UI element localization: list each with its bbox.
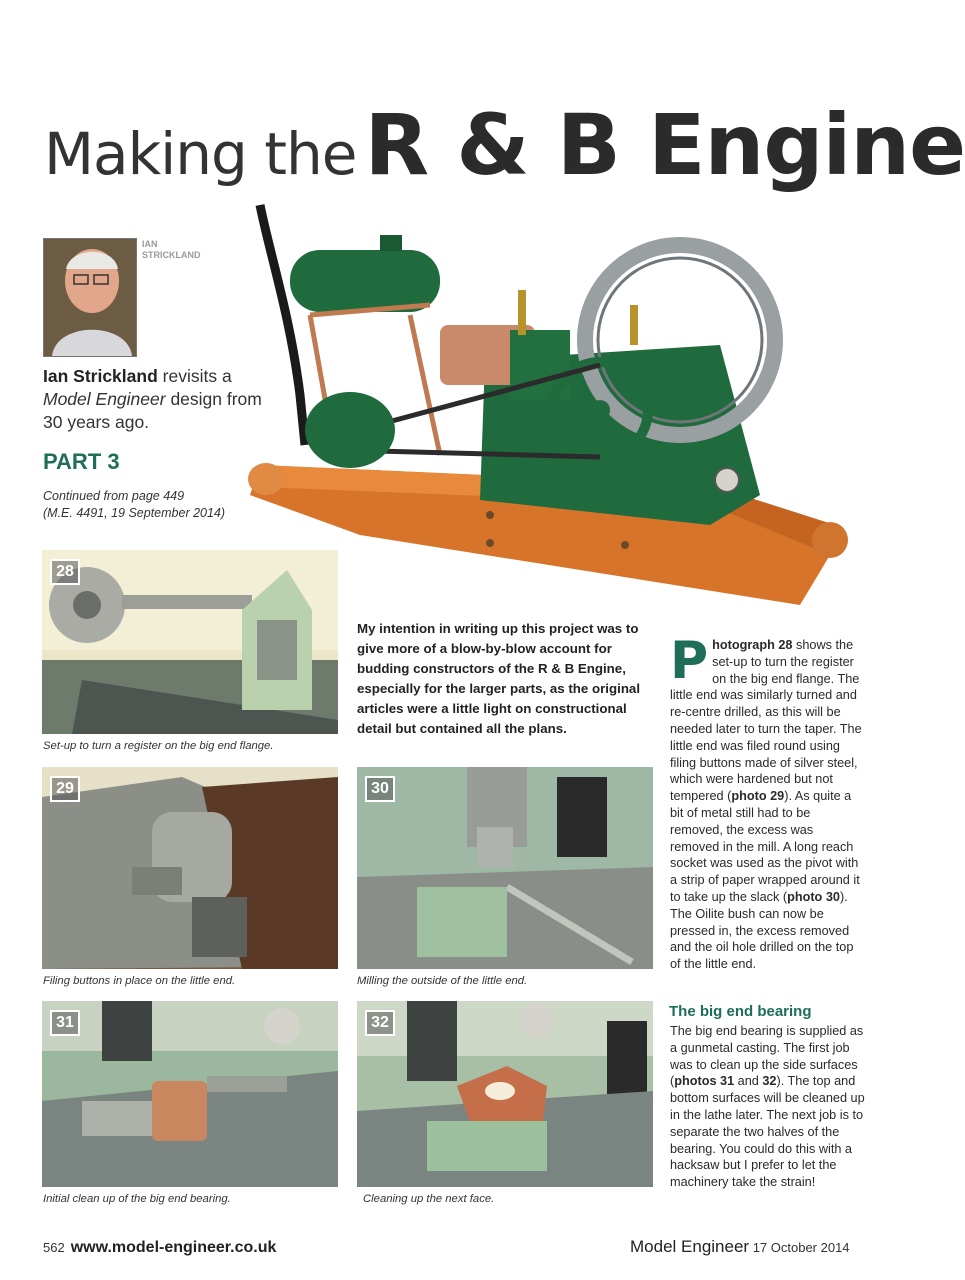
author-intro [43, 365, 263, 434]
part-label: PART 3 [43, 449, 120, 474]
author-tag-last: STRICKLAND [142, 250, 201, 260]
photo-ref-32: 32 [762, 1074, 777, 1089]
body-text: The big end bearing is supplied as a gunmetal casting. The first job was to clean up the side surfaces ( [670, 1024, 864, 1089]
photo-number-badge: 31 [50, 1010, 80, 1036]
continued-note [43, 488, 225, 522]
photo-number-badge: 30 [365, 776, 395, 802]
website-url: www.model-engineer.co.uk [70, 1239, 277, 1256]
body-column-paragraph-1 [670, 631, 866, 973]
caption-29: Filing buttons in place on the little end. [43, 975, 236, 987]
intro-text-2: design from 30 years ago. [43, 389, 262, 432]
body-text: shows the set-up to turn the register on the big end flange. The little end was similarly turned and re-centre drilled, as this will be needed later to turn the taper. The little end was filed round using filing buttons made of silver steel, which were hardened but not tempered ( [670, 638, 862, 804]
intro-text-1: revisits a [157, 366, 232, 386]
photo-30 [357, 767, 653, 969]
photo-28 [42, 550, 338, 734]
photo-ref-28: hotograph 28 [712, 638, 793, 652]
continued-line-2: (M.E. 4491, 19 September 2014) [43, 506, 226, 520]
caption-32: Cleaning up the next face. [363, 1193, 495, 1205]
caption-28: Set-up to turn a register on the big end flange. [43, 740, 274, 752]
issue-date: 17 October 2014 [749, 1240, 850, 1255]
photo-ref-30: photo 30 [787, 889, 840, 904]
author-tag-first: IAN [142, 239, 158, 249]
caption-31: Initial clean up of the big end bearing. [43, 1193, 231, 1205]
intro-author-name: Ian Strickland [43, 366, 158, 386]
body-text: ). The top and bottom surfaces will be cleaned up in the lathe later. The next job is to separate the two halves of the bearing. You could do this with a hacksaw but I prefer to let the machinery take the strain! [670, 1074, 865, 1190]
body-column-paragraph-2 [670, 1023, 866, 1191]
footer-right [630, 1237, 850, 1257]
title-light: Making the [44, 120, 357, 188]
article-title [44, 96, 965, 196]
photo-ref-29: photo 29 [731, 789, 785, 804]
photo-29 [42, 767, 338, 969]
body-text: and [734, 1074, 763, 1089]
photo-number-badge: 29 [50, 776, 80, 802]
footer-left [43, 1239, 276, 1257]
author-photo [43, 238, 137, 357]
intro-magazine-name: Model Engineer [43, 389, 166, 409]
title-bold: R & B Engine [364, 96, 965, 194]
author-name-tag [142, 239, 201, 261]
photo-31 [42, 1001, 338, 1187]
photo-32 [357, 1001, 653, 1187]
photo-number-badge: 32 [365, 1010, 395, 1036]
magazine-name: Model Engineer [630, 1237, 750, 1256]
body-text: ). The Oilite bush can now be pressed in, the excess removed and the oil hole drilled on the top of the little end. [670, 889, 854, 972]
body-text: ). As quite a bit of metal still had to be removed, the excess was removed in the mill. A long reach socket was used as the pivot with a strip of paper wrapped around it to take up the slack ( [670, 789, 860, 904]
caption-30: Milling the outside of the little end. [357, 975, 528, 987]
lead-paragraph: My intention in writing up this project was to give more of a blow-by-blow account for budding constructors of the R & B Engine, especially for the larger parts, as the original articles were a little light on constructional detail but contained all the plans. [357, 621, 641, 736]
section-subheading: The big end bearing [669, 1003, 812, 1020]
page-number: 562 [43, 1240, 65, 1255]
continued-line-1: Continued from page 449 [43, 489, 185, 503]
photo-number-badge: 28 [50, 559, 80, 585]
drop-cap: P [670, 631, 709, 691]
photo-ref-31: photos 31 [674, 1074, 735, 1089]
